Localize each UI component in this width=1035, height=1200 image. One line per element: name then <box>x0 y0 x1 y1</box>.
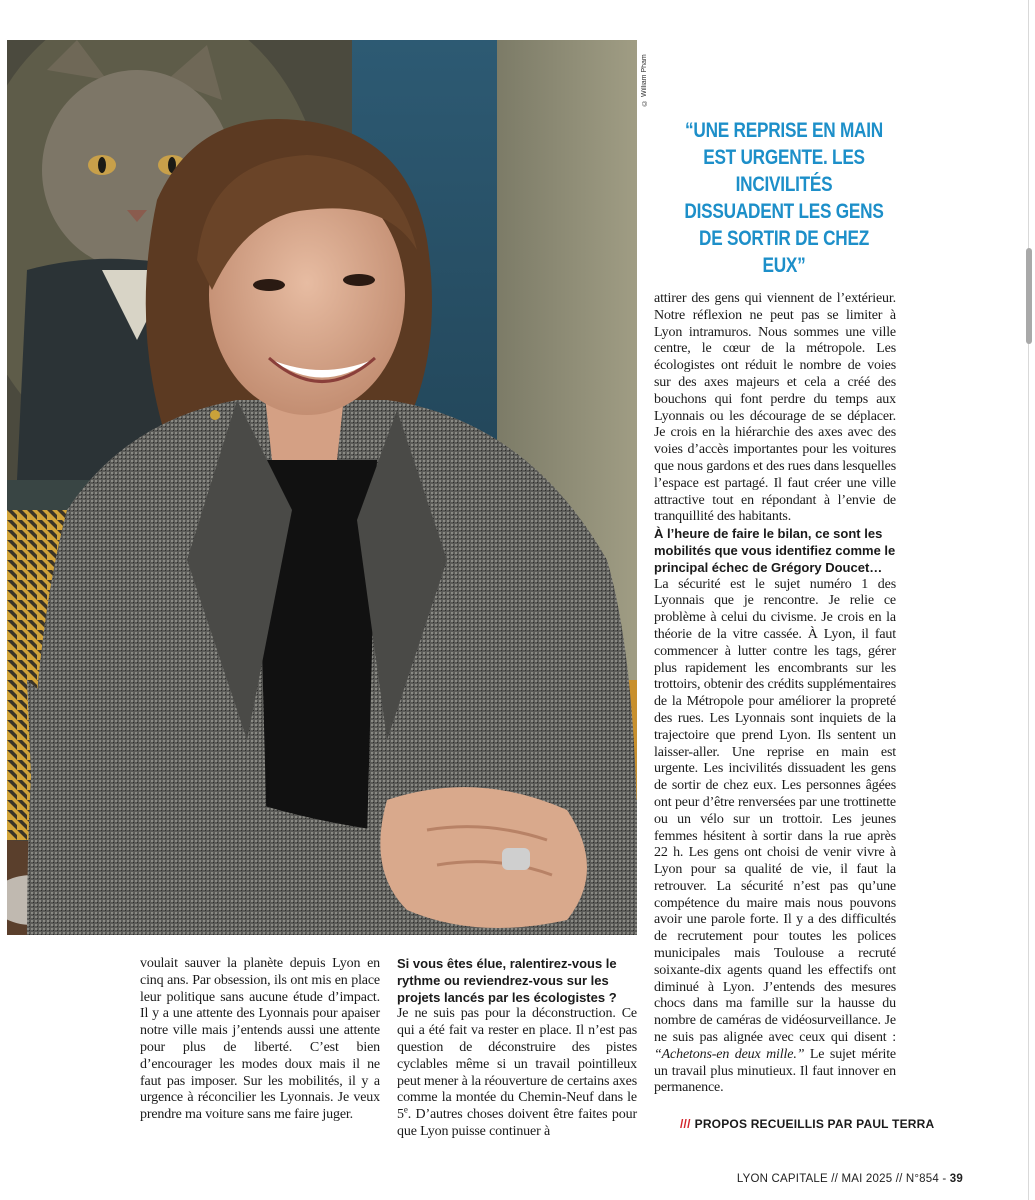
answer-paragraph <box>654 577 896 1098</box>
answer-paragraph <box>397 1006 637 1140</box>
ordinal-suffix: e <box>403 1104 408 1115</box>
quoted-remark: “Achetons-en deux mille.” <box>654 1046 805 1062</box>
answer-text: Le sujet mérite un travail plus minutieux. Il faut innover en permanence. <box>654 1046 897 1096</box>
scrollbar-thumb[interactable] <box>1026 248 1032 344</box>
interview-question: Si vous êtes élue, ralentirez-vous le rythme ou reviendrez-vous sur les projets lancés par les écologistes ? <box>397 956 617 1005</box>
page-number: 39 <box>949 1173 963 1185</box>
answer-paragraph: attirer des gens qui viennent de l’extérieur. Notre réflexion ne peut pas se limiter à Lyon intramuros. Nous sommes une ville centre, le cœur de la métropole. Les écologistes ont réduit le nombre de voies sur des axes majeurs et cela a créé des bouchons qui font perdre du temps aux Lyonnais ou les décourage de se déplacer. Je crois en la hiérarchie des axes avec des voies d’accès importantes pour les voitures que nous gardons et des rues dans lesquelles l’espace est partagé. Il faut créer une ville attractive tout en répondant à l’envie de tranquillité des habitants. <box>654 291 896 525</box>
byline-slashes: /// <box>680 1117 691 1131</box>
answer-text: La sécurité est le sujet numéro 1 des Lyonnais que je rencontre. Je relie ce problème à celui du civisme. Je crois en la théorie de la vitre cassée. À Lyon, il faut commencer à lutter contre les tags, gérer plus rapidement les encombrants sur les trottoirs, obtenir des crédits supplémentaires de la Métropole pour améliorer la propreté des rues. Les Lyonnais sont inquiets de la trajectoire que prend Lyon. Ils sentent un laisser-aller. Une reprise en main est urgente. Les incivilités dissuadent les gens de sortir de chez eux. Les personnes âgées ont peur d’être renversées par une trottinette ou un vélo sur un trottoir. Les jeunes femmes hésitent à sortir dans la rue après 22 h. Les gens ont choisi de venir vivre à Lyon pour sa qualité de vie, il faut la retrouver. La sécurité n’est pas qu’une compétence du maire mais nous pouvons avoir une parole forte. Il y a des difficultés de recrutement pour toutes les polices municipales mais Toulouse a recruté soixante-dix agents quand les effectifs ont diminué à Lyon. J’entends des mesures chocs dans ma famille sur la hausse du nombre de caméras de vidéosurveillance. Je ne suis pas alignée avec ceux qui disent : <box>654 576 896 1046</box>
article-column-left <box>140 956 380 1124</box>
scrollbar[interactable] <box>1025 0 1033 1200</box>
byline-text: PROPOS RECUEILLIS PAR PAUL TERRA <box>694 1117 935 1131</box>
answer-text: . D’autres choses doivent être faites pour que Lyon puisse continuer à <box>397 1107 637 1139</box>
page-footer <box>737 1173 963 1185</box>
article-column-middle <box>397 956 637 1141</box>
article-column-right <box>654 291 896 1097</box>
byline <box>680 1117 934 1131</box>
pull-quote: “UNE REPRISE EN MAIN EST URGENTE. LES INCIVILITÉS DISSUADENT LES GENS DE SORTIR DE CHEZ EUX” <box>684 119 884 277</box>
interview-question: À l’heure de faire le bilan, ce sont les mobilités que vous identifiez comme le principal échec de Grégory Doucet… <box>654 526 896 575</box>
photo-credit: © William Pham <box>641 54 648 106</box>
answer-text: Je ne suis pas pour la déconstruction. Ce qui a été fait va rester en place. Il n’est pas question de déconstruire des pistes cyclables même si un travail pointilleux peut mener à la réouverture de certains axes comme la montée du Chemin-Neuf dans le 5 <box>397 1006 637 1123</box>
footer-publication: LYON CAPITALE // MAI 2025 // N°854 - <box>736 1173 950 1185</box>
portrait-photo <box>7 40 637 935</box>
answer-paragraph: voulait sauver la planète depuis Lyon en cinq ans. Par obsession, ils ont mis en place leur politique sans aucune étude d’impact. Il y a une attente des Lyonnais pour apaiser notre ville mais j’entends aussi une attente pour plus de liberté. C’est bien d’encourager les modes doux mais il ne faut pas imposer. Sur les mobilités, il y a urgence à réconcilier les Lyonnais. Je veux prendre ma voiture sans me faire juger. <box>140 956 380 1123</box>
